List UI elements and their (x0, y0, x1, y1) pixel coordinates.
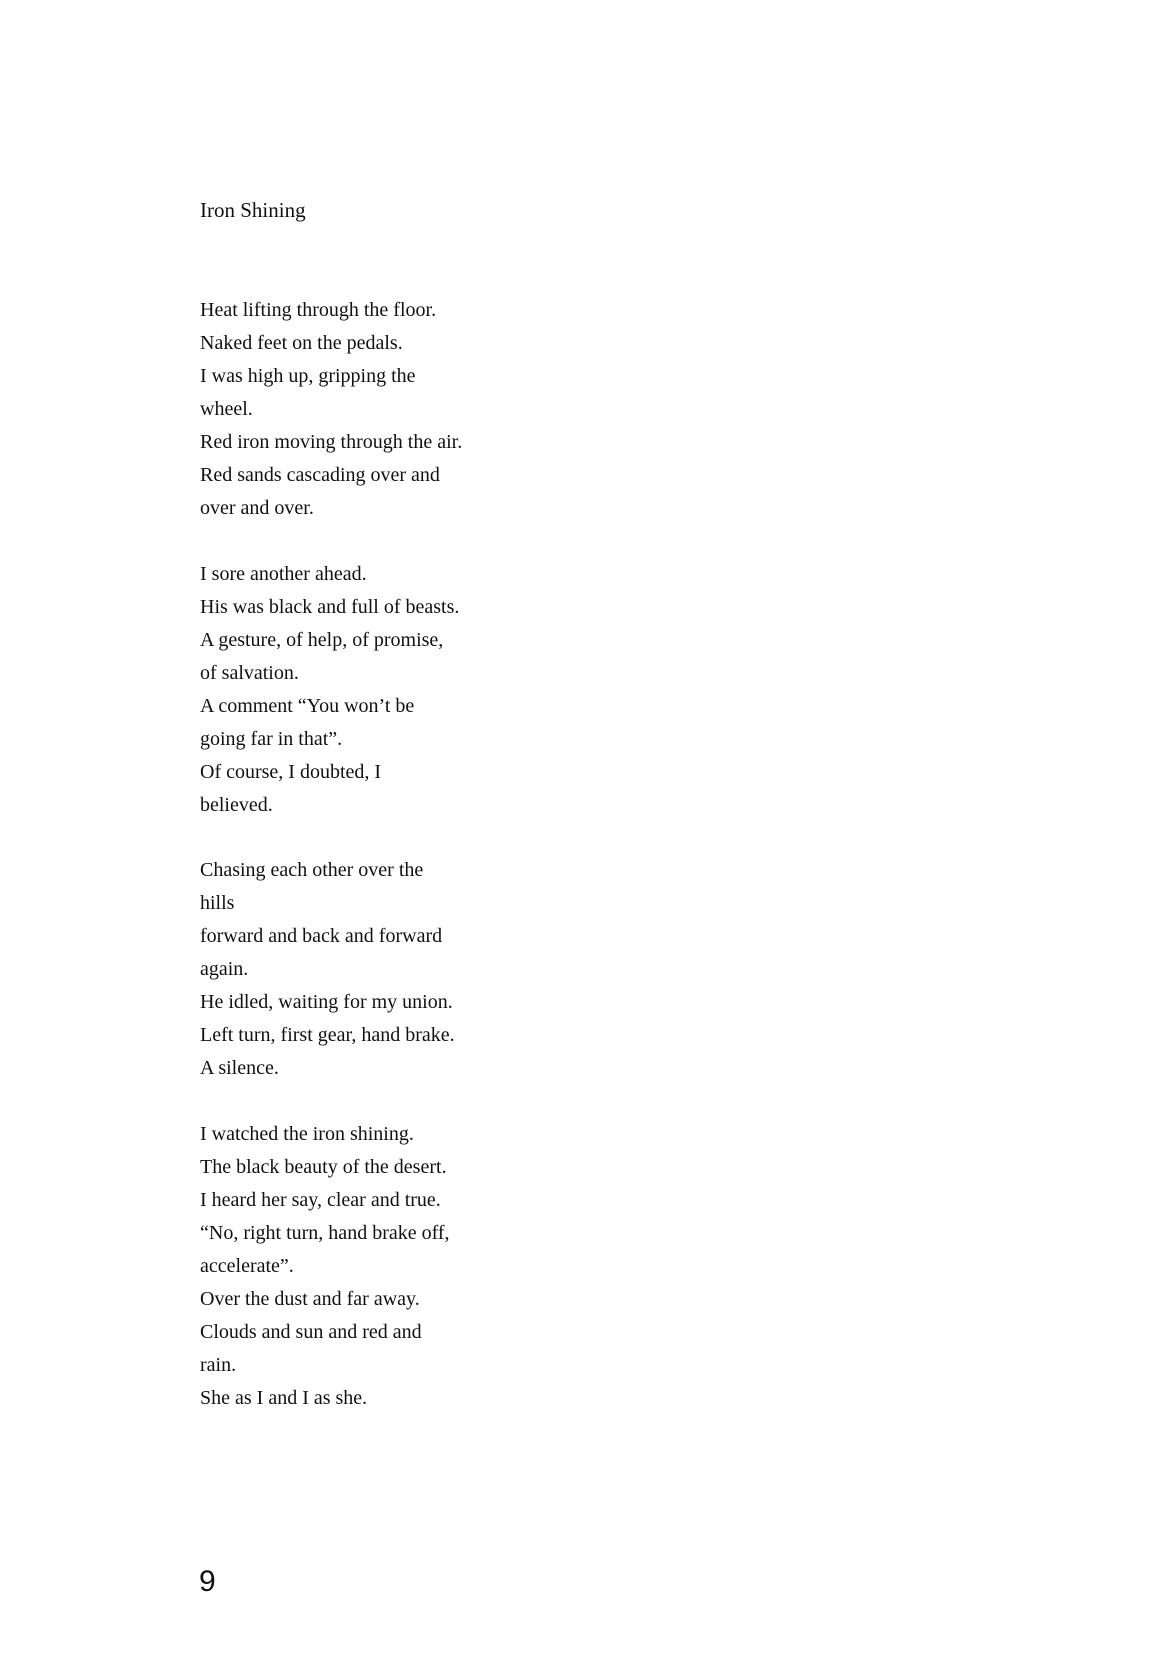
poem-line: going far in that”. (200, 727, 343, 750)
poem-line: rain. (200, 1353, 237, 1376)
poem-line: Left turn, first gear, hand brake. (200, 1024, 455, 1046)
poem-line: of salvation. (200, 661, 299, 684)
poem-line: A gesture, of help, of promise, (200, 628, 444, 651)
poem-title: Iron Shining (200, 198, 306, 222)
poem-line: Of course, I doubted, I (200, 760, 382, 783)
poem-line: wheel. (200, 398, 253, 420)
poem-line: “No, right turn, hand brake off, (200, 1221, 450, 1244)
poem-line: Naked feet on the pedals. (200, 332, 403, 354)
poem-line: over and over. (200, 497, 314, 519)
poem-line: Red iron moving through the air. (200, 431, 463, 453)
poem-line: hills (200, 892, 235, 914)
poem-line: I heard her say, clear and true. (200, 1188, 441, 1211)
poem-line: forward and back and forward (200, 925, 443, 947)
poem-line: I was high up, gripping the (200, 365, 416, 387)
poem-line: Red sands cascading over and (200, 464, 440, 486)
poem-line: Clouds and sun and red and (200, 1320, 422, 1343)
stanza (200, 854, 520, 1085)
poem-line: accelerate”. (200, 1254, 294, 1277)
poem-line: He idled, waiting for my union. (200, 991, 453, 1013)
poem-line: I sore another ahead. (200, 562, 367, 585)
poem-line: Chasing each other over the (200, 859, 424, 881)
poem-line: A silence. (200, 1057, 279, 1079)
poem-line: I watched the iron shining. (200, 1122, 414, 1145)
poem-line: again. (200, 958, 249, 980)
poem-line: A comment “You won’t be (200, 694, 415, 717)
page-number: 9 (199, 1565, 216, 1598)
poem-line: The black beauty of the desert. (200, 1155, 447, 1178)
stanza (200, 294, 520, 525)
poem-line: She as I and I as she. (200, 1386, 368, 1409)
poem-line: believed. (200, 793, 273, 816)
poem-body (200, 294, 520, 1415)
poem-line: Heat lifting through the floor. (200, 299, 437, 321)
stanza (200, 1118, 520, 1415)
poem-line: Over the dust and far away. (200, 1287, 420, 1310)
poem-line: His was black and full of beasts. (200, 595, 460, 618)
stanza (200, 558, 520, 822)
